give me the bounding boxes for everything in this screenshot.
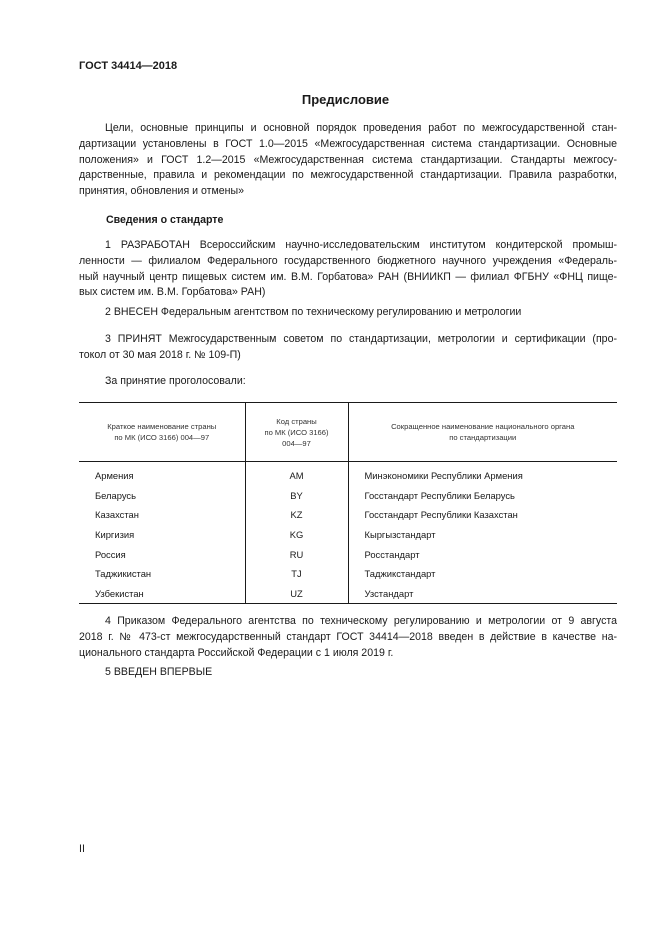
- document-id-header: ГОСТ 34414—2018: [79, 60, 178, 72]
- intro-line: дарственные, правила и рекомендации по межгосударственной стандартизации. Правила разработки,: [79, 169, 617, 182]
- item-1-line: вых систем им. В.М. Горбатова» РАН): [79, 286, 266, 299]
- header-country: [79, 403, 245, 462]
- intro-line: принятия, обновления и отмены»: [79, 185, 245, 198]
- cell-code: UZ: [245, 584, 348, 604]
- countries-table: [79, 402, 617, 604]
- item-4-line: 4 Приказом Федерального агентства по техническому регулированию и метрологии от 9 августа: [105, 615, 617, 627]
- intro-line: Цели, основные принципы и основной порядок проведения работ по межгосударственной стан-: [105, 122, 617, 134]
- item-2-line: 2 ВНЕСЕН Федеральным агентством по техническому регулированию и метрологии: [105, 306, 522, 318]
- table-row: [79, 525, 617, 545]
- page-number: II: [79, 843, 85, 855]
- cell-org: Кыргызстандарт: [348, 525, 617, 545]
- item-3-line: токол от 30 мая 2018 г. № 109-П): [79, 348, 241, 361]
- item-1-line: 1 РАЗРАБОТАН Всероссийским научно-исследовательским институтом кондитерской промыш-: [105, 239, 617, 251]
- cell-country: Беларусь: [95, 489, 137, 501]
- table-header-row: [79, 403, 617, 462]
- cell-org: Минэкономики Республики Армения: [348, 462, 617, 486]
- intro-line: положения» и ГОСТ 1.2—2015 «Межгосударственная система стандартизации. Стандарты межгосу-: [79, 153, 617, 166]
- header-code-line: по МК (ИСО 3166): [264, 427, 329, 437]
- item-4-line: ционального стандарта Российской Федерации с 1 июля 2019 г.: [79, 646, 394, 659]
- item-1-line: ленности — филиалом Федерального государственного бюджетного научного учреждения «Федераль-: [79, 254, 617, 267]
- item-4-line: 2018 г. № 473-ст межгосударственный стандарт ГОСТ 34414—2018 введен в действие в качестве на-: [79, 630, 617, 643]
- cell-org: Таджикстандарт: [348, 564, 617, 584]
- cell-country: Армения: [95, 470, 134, 482]
- table-row: [79, 564, 617, 584]
- item-2-paragraph: [79, 305, 617, 321]
- header-country-line: по МК (ИСО 3166) 004—97: [114, 433, 210, 442]
- page-title: Предисловие: [301, 92, 390, 107]
- cell-org: Госстандарт Республики Беларусь: [348, 486, 617, 506]
- header-country-line: Краткое наименование страны: [107, 422, 217, 431]
- intro-line: дартизации установлены в ГОСТ 1.0—2015 «Межгосударственная система стандартизации. Основные: [79, 137, 617, 150]
- header-org-line: по стандартизации: [449, 433, 517, 442]
- cell-country: Таджикистан: [95, 568, 152, 580]
- table-row: [79, 505, 617, 525]
- cell-org: Росстандарт: [348, 544, 617, 564]
- voted-line: За принятие проголосовали:: [105, 375, 246, 387]
- item-3-line: 3 ПРИНЯТ Межгосударственным советом по стандартизации, метрологии и сертификации (про-: [105, 333, 617, 345]
- header-code-line: Код страны: [276, 416, 317, 426]
- header-code: [245, 403, 348, 462]
- cell-country: Казахстан: [95, 509, 139, 521]
- cell-code: KG: [245, 525, 348, 545]
- item-1-paragraph: [79, 238, 617, 301]
- cell-code: RU: [245, 544, 348, 564]
- item-4-paragraph: [79, 614, 617, 661]
- item-5-paragraph: [79, 665, 617, 681]
- item-1-line: ный научный центр пищевых систем им. В.М. Горбатова» РАН (ВНИИКП — филиал ФГБНУ «ФНЦ пище-: [79, 270, 617, 283]
- cell-country: Узбекистан: [95, 587, 144, 599]
- cell-code: AM: [245, 462, 348, 486]
- cell-code: TJ: [245, 564, 348, 584]
- cell-country: Россия: [95, 548, 126, 560]
- table-row: [79, 486, 617, 506]
- cell-code: KZ: [245, 505, 348, 525]
- cell-country: Киргизия: [95, 529, 135, 541]
- cell-org: Госстандарт Республики Казахстан: [348, 505, 617, 525]
- cell-code: BY: [245, 486, 348, 506]
- table-row: [79, 462, 617, 486]
- intro-paragraph: [79, 121, 617, 200]
- table-row: [79, 544, 617, 564]
- item-3-paragraph: [79, 332, 617, 364]
- header-org-line: Сокращенное наименование национального органа: [391, 422, 575, 431]
- header-code-line: 004—97: [282, 438, 311, 448]
- cell-org: Узстандарт: [348, 584, 617, 604]
- header-org: [348, 403, 617, 462]
- table-row: [79, 584, 617, 604]
- item-5-line: 5 ВВЕДЕН ВПЕРВЫЕ: [105, 666, 213, 678]
- voted-paragraph: [79, 374, 617, 390]
- section-subheading: Сведения о стандарте: [106, 214, 224, 226]
